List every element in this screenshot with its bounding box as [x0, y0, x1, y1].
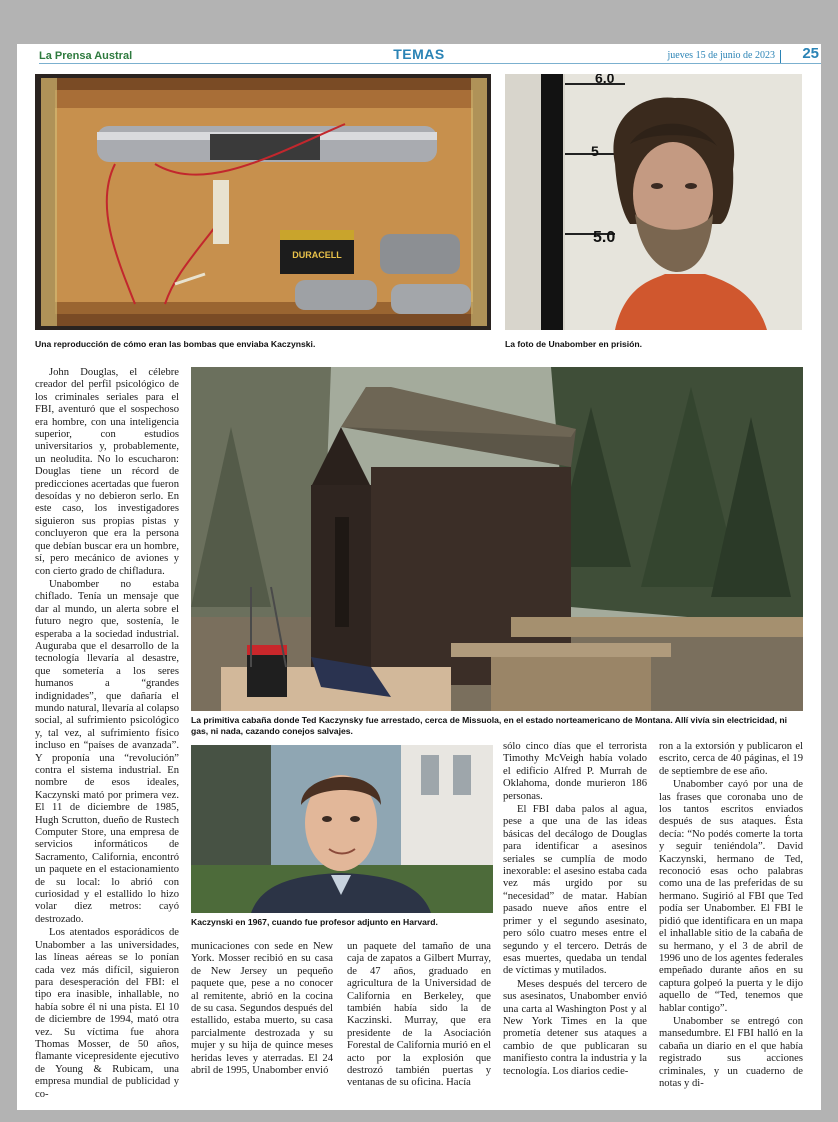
- paragraph: ron a la extorsión y publicaron el escrito, cerca de 40 páginas, el 19 de septiembre de ese año.: [659, 741, 803, 777]
- portrait-photo: [191, 745, 493, 913]
- article-column-3: [347, 941, 491, 1091]
- paragraph: John Douglas, el célebre creador del perfil psicológico de los criminales seriales para el FBI, aventuró que el sospechoso era hombre, con una inteligencia superior, con estudios universitarios y, probablemente, un neoludita. No lo escucharon: Douglas tiene un récord de predicciones acertadas que fueron desoídas y no debieron serlo. En este caso, los investigadores siguieron sus propias pistas y concluyeron que era la persona que debían buscar era un hombre, sí, pero mecánico de aviones y con cierto grado de chifladura.: [35, 367, 179, 577]
- prison-photo: [505, 74, 802, 330]
- bomb-caption: Una reproducción de cómo eran las bombas que enviaba Kaczynski.: [35, 339, 316, 349]
- paragraph: El FBI daba palos al agua, pese a que una de las ideas básicas del decálogo de Douglas para identificar a asesinos seriales se cumplía de modo inexorable: el asesino estaba cada vez más urgido por su “necesidad” de matar. Habían pasado nueve años entre el primer y el segundo asesinato, pero sólo cuatro meses entre el segundo y el tercero. Detrás de esas muertes, quedaba un tendal de víctimas y mutilados.: [503, 804, 647, 977]
- section-title: TEMAS: [393, 46, 445, 62]
- height-mark-top: 6.0: [595, 74, 615, 86]
- paragraph: Unabomber cayó por una de las frases que coronaba uno de los tantos escritos enviados después de sus ataques. Ésta decía: “No podés comerte la torta y seguir teniéndola”. David Kaczynski, hermano de Ted, reconoció esas ocho palabras como una de las preferidas de su hermano. Sugirió al FBI que Ted podía ser Unabomber. El FBI le pidió que identificara en un mapa el inhallable sitio de la cabaña de su hermano, y el 3 de abril de 1996 uno de los agentes federales empeñado durante años en su captura golpeó la puerta y le dijo aquello de “Ted, tenemos que hablar contigo”.: [659, 779, 803, 1014]
- height-mark-mid: 5: [591, 143, 599, 159]
- page-number: 25: [802, 45, 819, 62]
- article-column-2: [191, 941, 333, 1078]
- newspaper-page: [17, 44, 821, 1110]
- prison-caption: La foto de Unabomber en prisión.: [505, 339, 643, 349]
- article-column-4: [503, 741, 647, 1079]
- bomb-photo: [35, 74, 491, 330]
- article-column-5: [659, 741, 803, 1091]
- publication-name: La Prensa Austral: [39, 50, 133, 62]
- paragraph: Meses después del tercero de sus asesinatos, Unabomber envió una carta al Washington Post y al New York Times en la que prometía detener sus ataques a cambio de que publicaran su manifiesto contra la industria y la tecnología. Los diarios cedie-: [503, 978, 647, 1077]
- battery-label: DURACELL: [292, 250, 342, 260]
- article-column-1: [35, 367, 179, 1102]
- cabin-caption: La primitiva cabaña donde Ted Kaczynsky fue arrestado, cerca de Missuola, en el estado norteamericano de Montana. Allí vivía sin electricidad, ni gas, ni nada, cazando conejos salvajes.: [191, 715, 788, 736]
- header-separator: [780, 50, 781, 63]
- height-mark-low: 5.0: [593, 229, 616, 246]
- header-rule: [39, 63, 821, 64]
- paragraph: Unabomber no estaba chiflado. Tenía un mensaje que dar al mundo, un alerta sobre el futuro negro que, sostenía, le esperaba a la sociedad industrial. Auguraba que el desarrollo de la tecnología llevaría al desastre, que sometería a los seres humanos a “grandes indignidades”, que dañaría el mundo natural, llevaría al colapso social, al sufrimiento psicológico y, tal vez, al sufrimiento físico incluso en “países de avanzada”. Y proponía una “revolución” contra el sistema industrial. En nombre de esos ideales, Kaczynski mató por primera vez. El 11 de diciembre de 1985, Hugh Scrutton, dueño de Rustech Computer Store, una empresa de servicios informáticos de Sacramento, California, encontró un paquete en el estacionamiento de su local: lo abrió con curiosidad y el estallido lo hizo volar diez metros: cayó destrozado.: [35, 578, 179, 925]
- paragraph: Los atentados esporádicos de Unabomber a las universidades, las líneas aéreas se lo ponían cada vez más difícil, siguieron para desesperación del FBI: el tipo era inasible, inhallable, no había sobre él ni una pista. El 10 de diciembre de 1994, mató otra vez. Su víctima fue ahora Thomas Mosser, de 50 años, flamante vicepresidente ejecutivo de Young & Rubicam, una empresa mundial de publicidad y co-: [35, 927, 179, 1100]
- paragraph: un paquete del tamaño de una caja de zapatos a Gilbert Murray, de 47 años, graduado en agricultura de la Universidad de California en Berkeley, que también había sido la de Kaczinski. Murray, que era presidente de la Asociación Forestal de California murió en el acto por la explosión que destrozó también puertas y ventanas de su oficina. Hacía: [347, 941, 491, 1089]
- paragraph: municaciones con sede en New York. Mosser recibió en su casa de New Jersey un pequeño paquete que, pese a no conocer al remitente, abrió en la cocina de su casa. Segundos después del estallido, estaba muerto, su casa parcialmente destrozada y su mujer y su hija de quince meses heridas leves y aterradas. El 24 abril de 1995, Unabomber envió: [191, 941, 333, 1077]
- paragraph: Unabomber se entregó con mansedumbre. El FBI halló en la cabaña un diario en el que había registrado sus acciones criminales, y un cuaderno de notas y di-: [659, 1015, 803, 1089]
- cabin-photo: [191, 367, 803, 711]
- portrait-caption: Kaczynski en 1967, cuando fue profesor adjunto en Harvard.: [191, 917, 438, 927]
- paragraph: sólo cinco días que el terrorista Timothy McVeigh había volado el edificio Alfred P. Murrah de Oklahoma, donde murieron 186 personas.: [503, 741, 647, 802]
- issue-date: jueves 15 de junio de 2023: [667, 50, 775, 61]
- page-header: [17, 44, 821, 68]
